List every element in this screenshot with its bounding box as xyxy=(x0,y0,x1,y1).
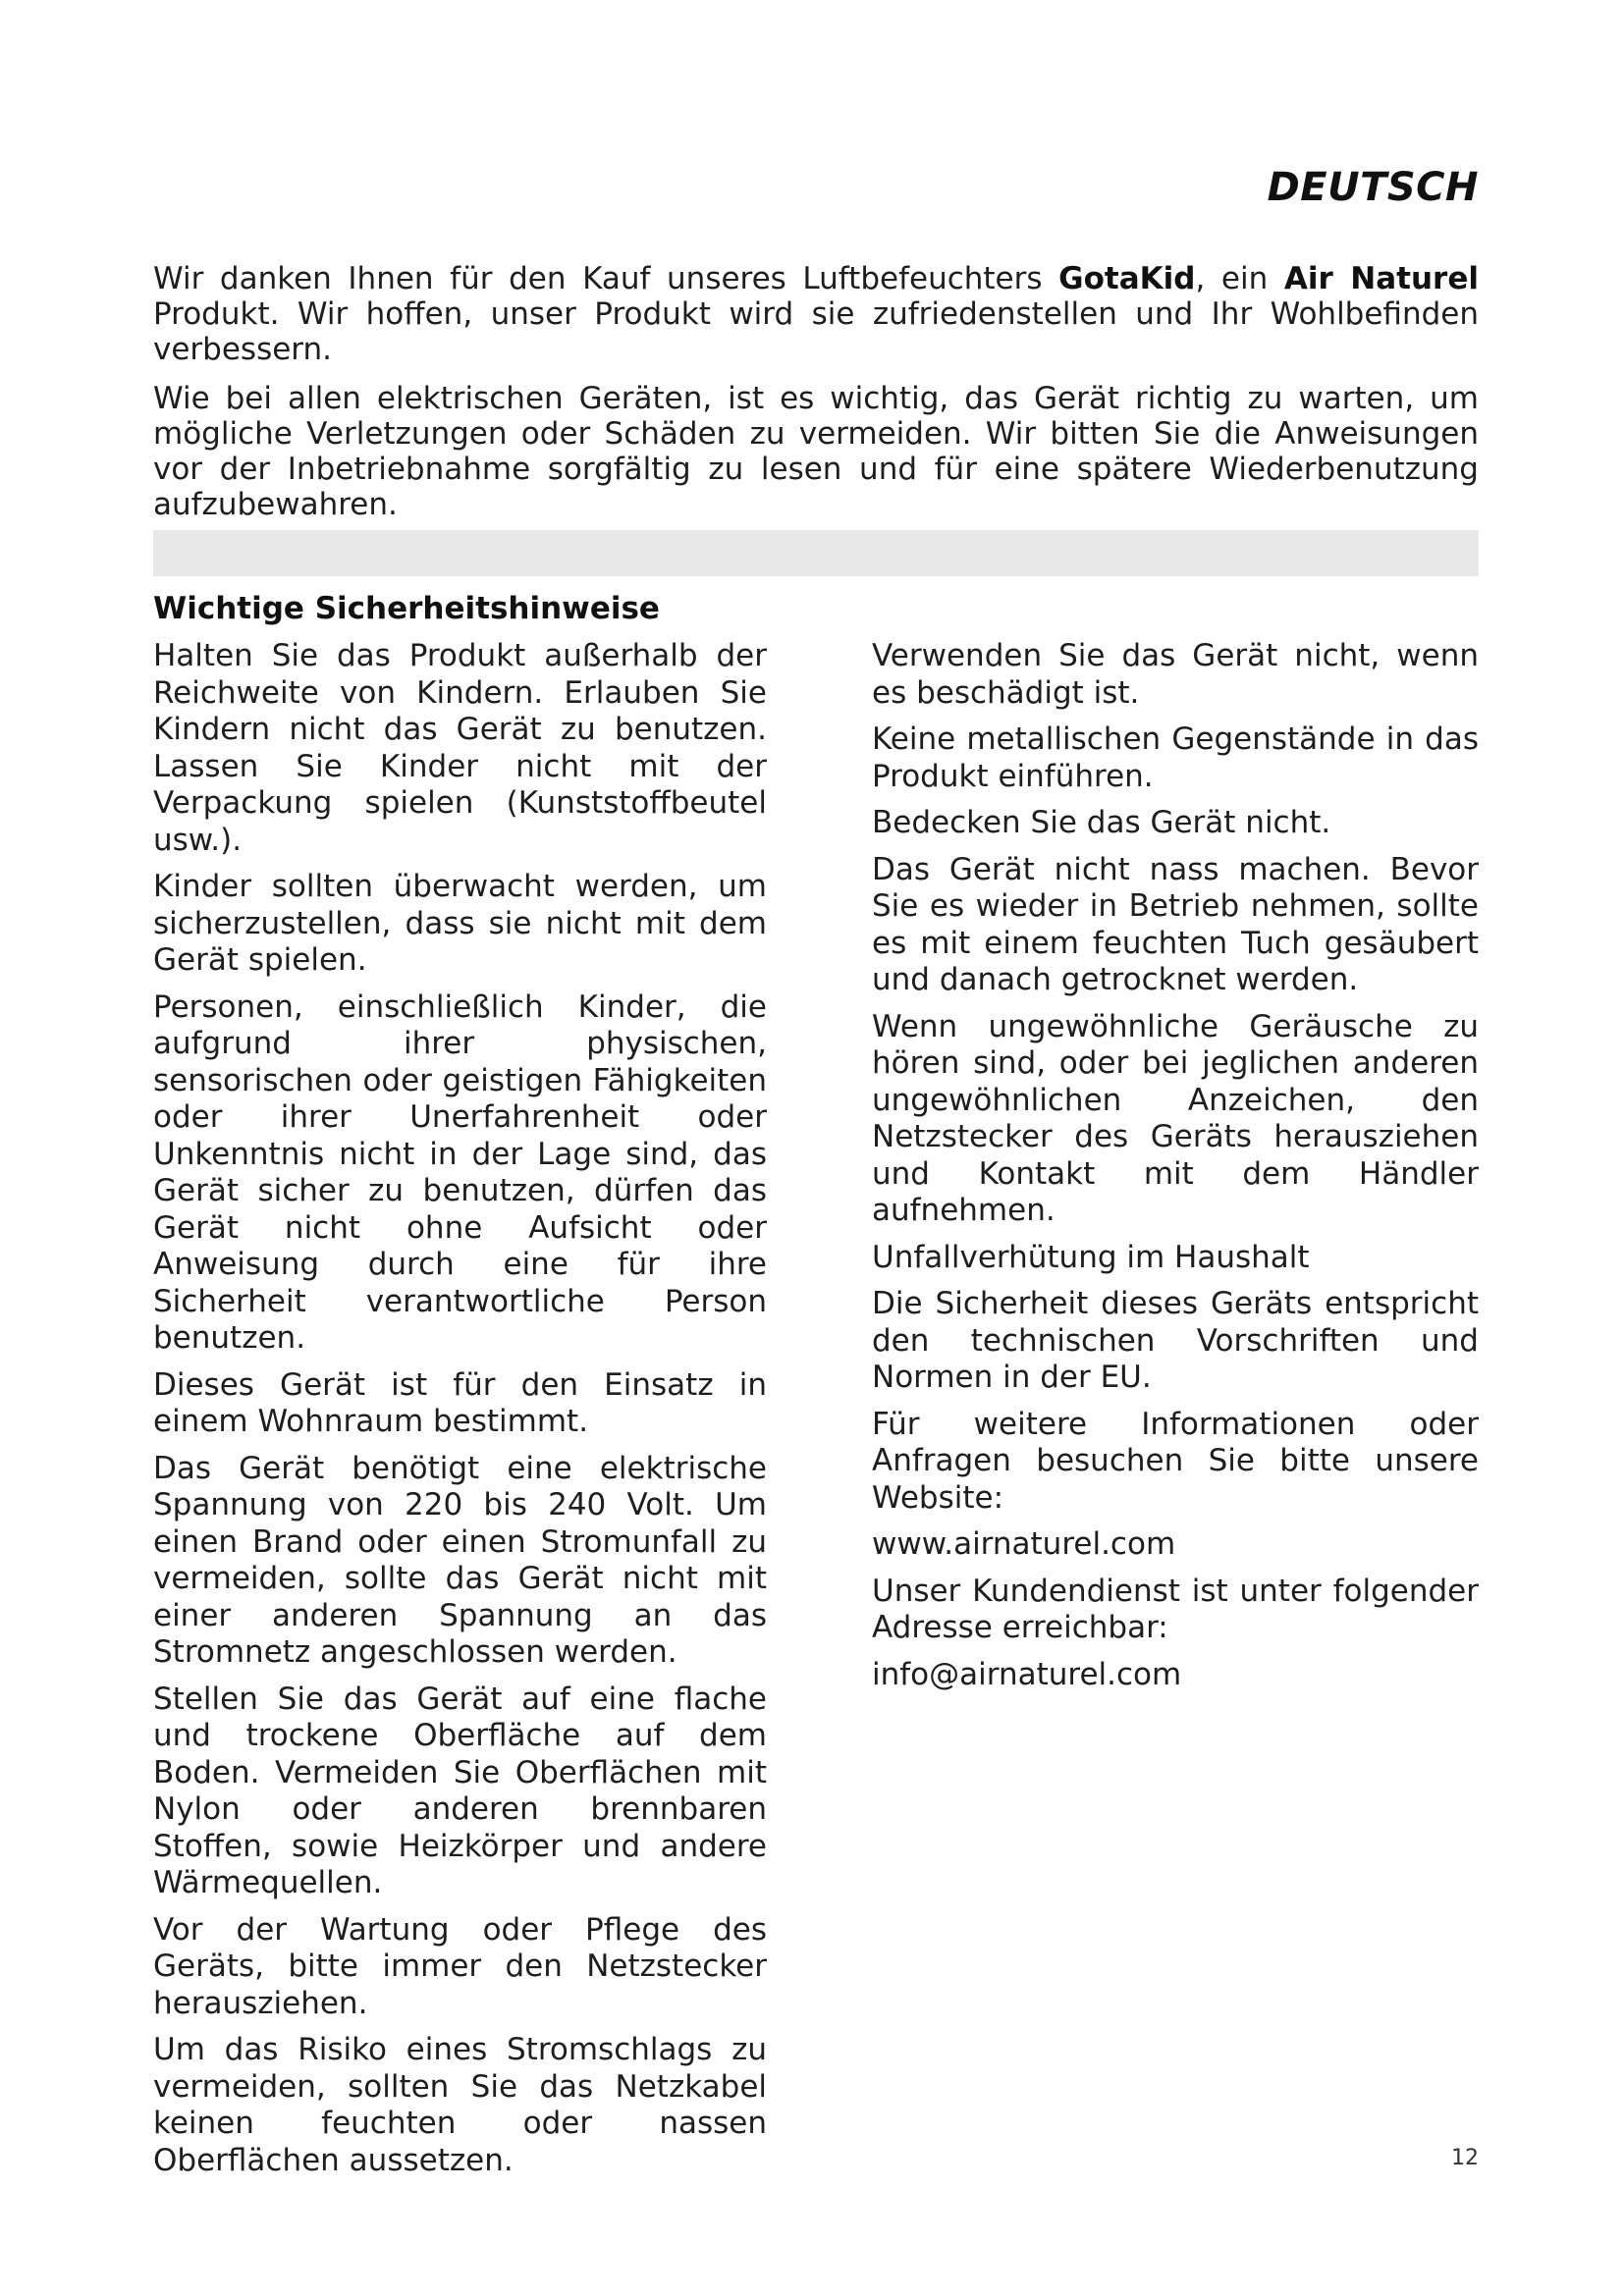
safety-paragraph: Für weitere Informationen oder Anfragen besuchen Sie bitte unsere Website: xyxy=(872,1406,1479,1516)
intro-paragraph-1 xyxy=(153,261,1479,367)
safety-section-title: Wichtige Sicherheitshinweise xyxy=(153,591,660,626)
brand-name: Air Naturel xyxy=(1283,261,1479,296)
intro-text-b: , ein xyxy=(1195,261,1284,296)
safety-paragraph: Keine metallischen Gegenstände in das Produkt einführen. xyxy=(872,721,1479,794)
safety-paragraph: Kinder sollten überwacht werden, um sicherzustellen, dass sie nicht mit dem Gerät spielen. xyxy=(153,869,767,978)
safety-column-left xyxy=(153,638,767,2189)
section-divider-band xyxy=(153,530,1479,576)
language-heading: DEUTSCH xyxy=(1267,165,1479,210)
safety-paragraph: Um das Risiko eines Stromschlags zu vermeiden, sollten Sie das Netzkabel keinen feuchten oder nassen Oberflächen aussetzen. xyxy=(153,2032,767,2178)
safety-paragraph: Personen, einschließlich Kinder, die aufgrund ihrer physischen, sensorischen oder geistigen Fähigkeiten oder ihrer Unerfahrenheit oder Unkenntnis nicht in der Lage sind, das Gerät sicher zu benutzen, dürfen das Gerät nicht ohne Aufsicht oder Anweisung durch eine für ihre Sicherheit verantwortliche Person benutzen. xyxy=(153,988,767,1356)
safety-paragraph: Die Sicherheit dieses Geräts entspricht den technischen Vorschriften und Normen in der EU. xyxy=(872,1286,1479,1395)
intro-text xyxy=(153,261,1479,536)
safety-paragraph: Wenn ungewöhnliche Geräusche zu hören sind, oder bei jeglichen anderen ungewöhnlichen Anzeichen, den Netzstecker des Geräts herausziehen und Kontakt mit dem Händler aufnehmen. xyxy=(872,1008,1479,1228)
safety-paragraph: Unfallverhütung im Haushalt xyxy=(872,1239,1310,1275)
product-name: GotaKid xyxy=(1058,261,1196,296)
safety-paragraph: Das Gerät nicht nass machen. Bevor Sie es wieder in Betrieb nehmen, sollte es mit einem feuchten Tuch gesäubert und danach getrocknet werden. xyxy=(872,851,1479,997)
safety-paragraph: Halten Sie das Produkt außerhalb der Reichweite von Kindern. Erlauben Sie Kindern nicht das Gerät zu benutzen. Lassen Sie Kinder nicht mit der Verpackung spielen (Kunststoffbeutel usw.). xyxy=(153,638,767,858)
intro-paragraph-2: Wie bei allen elektrischen Geräten, ist es wichtig, das Gerät richtig zu warten, um mögliche Verletzungen oder Schäden zu vermeiden. Wir bitten Sie die Anweisungen vor der Inbetriebnahme sorgfältig zu lesen und für eine spätere Wiederbenutzung aufzubewahren. xyxy=(153,381,1479,522)
intro-text-c: Produkt. Wir hoffen, unser Produkt wird sie zufriedenstellen und Ihr Wohlbefinden verbessern. xyxy=(153,296,1479,367)
page-number: 12 xyxy=(1451,2146,1479,2170)
safety-paragraph: Unser Kundendienst ist unter folgender Adresse erreichbar: xyxy=(872,1573,1479,1645)
support-email: info@airnaturel.com xyxy=(872,1656,1182,1692)
intro-text-a: Wir danken Ihnen für den Kauf unseres Luftbefeuchters xyxy=(153,261,1059,296)
safety-paragraph: Vor der Wartung oder Pflege des Geräts, bitte immer den Netzstecker herausziehen. xyxy=(153,1911,767,2021)
website-url: www.airnaturel.com xyxy=(872,1526,1176,1562)
safety-paragraph: Verwenden Sie das Gerät nicht, wenn es beschädigt ist. xyxy=(872,638,1479,711)
safety-paragraph: Stellen Sie das Gerät auf eine flache und trockene Oberfläche auf dem Boden. Vermeiden Sie Oberflächen mit Nylon oder anderen brennbaren Stoffen, sowie Heizkörper und andere Wärmequellen. xyxy=(153,1681,767,1900)
safety-paragraph: Das Gerät benötigt eine elektrische Spannung von 220 bis 240 Volt. Um einen Brand oder einen Stromunfall zu vermeiden, sollte das Gerät nicht mit einer anderen Spannung an das Stromnetz angeschlossen werden. xyxy=(153,1450,767,1670)
safety-paragraph: Bedecken Sie das Gerät nicht. xyxy=(872,805,1331,840)
safety-paragraph: Dieses Gerät ist für den Einsatz in einem Wohnraum bestimmt. xyxy=(153,1366,767,1439)
safety-column-right xyxy=(872,638,1479,1703)
